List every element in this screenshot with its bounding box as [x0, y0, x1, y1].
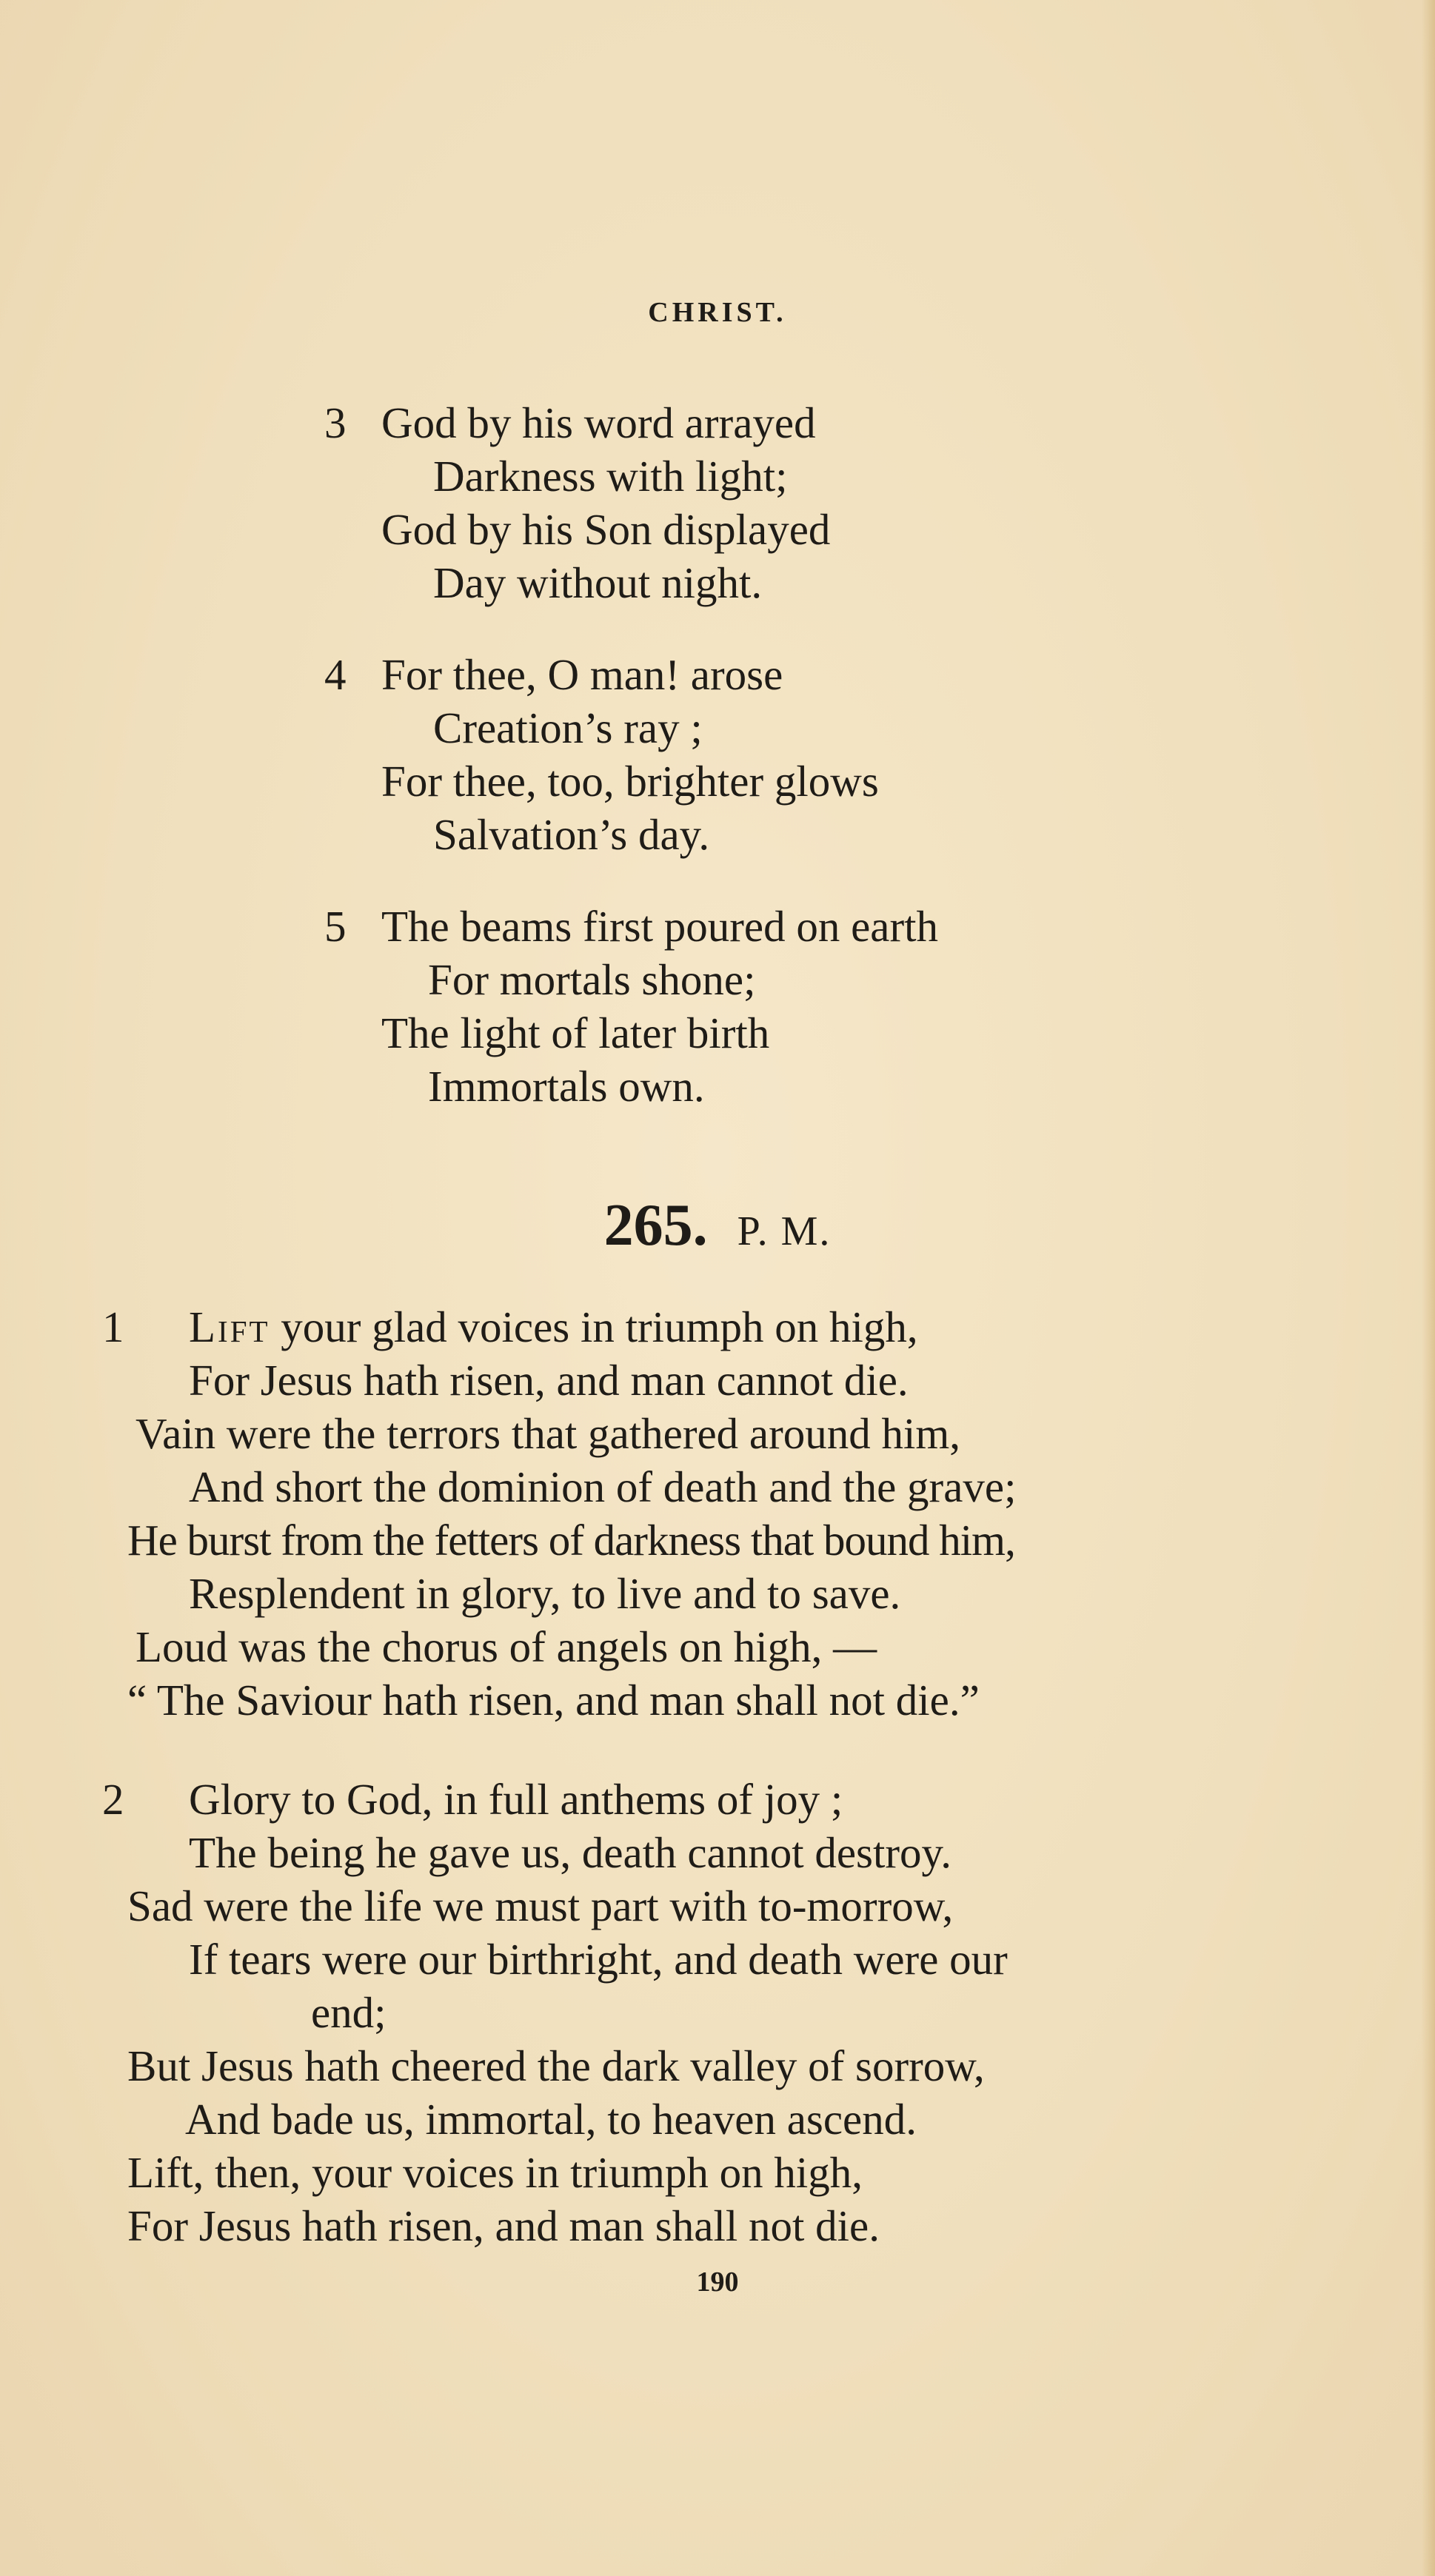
verse-line: Glory to God, in full anthems of joy ; [189, 1775, 843, 1824]
verse-line: God by his word arrayed [381, 398, 816, 447]
verse-line: The light of later birth [381, 1008, 770, 1057]
verse-line: Loud was the chorus of angels on high, — [136, 1622, 877, 1671]
verse-line: Day without night. [433, 558, 763, 607]
verse-line: The being he gave us, death cannot destroy. [189, 1828, 951, 1877]
verse-line: Darkness with light; [433, 452, 788, 501]
hymn-number: 265. [603, 1193, 708, 1258]
verse-line [189, 1300, 918, 1354]
verse-line: “ The Saviour hath risen, and man shall not die.” [127, 1676, 980, 1724]
verse-line: And bade us, immortal, to heaven ascend. [185, 2095, 917, 2144]
first-word: Lift [189, 1302, 270, 1351]
verse-line: Resplendent in glory, to live and to save. [189, 1569, 901, 1618]
verse-line: Salvation’s day. [433, 810, 710, 859]
page-number: 190 [696, 2266, 739, 2298]
verse-line: If tears were our birthright, and death were our [189, 1935, 1008, 1984]
stanza-number: 2 [102, 1775, 124, 1824]
verse-line: For Jesus hath risen, and man cannot die. [189, 1356, 909, 1405]
stanza-number: 3 [324, 398, 347, 447]
verse-line: The beams first poured on earth [381, 902, 938, 951]
verse-line: Immortals own. [428, 1062, 705, 1111]
hymn-meter: P. M. [737, 1208, 832, 1254]
verse-line: end; [311, 1988, 387, 2037]
page-edge-shading [1422, 0, 1435, 2576]
first-line-rest: your glad voices in triumph on high, [270, 1302, 918, 1351]
verse-line: For mortals shone; [428, 955, 756, 1004]
verse-line: For thee, O man! arose [381, 650, 783, 699]
stanza-number: 5 [324, 902, 347, 951]
verse-line: Vain were the terrors that gathered around him, [136, 1409, 961, 1458]
running-header: CHRIST. [648, 297, 787, 328]
verse-line: God by his Son displayed [381, 505, 831, 554]
verse-line: Lift, then, your voices in triumph on high, [127, 2148, 863, 2197]
hymn-heading [0, 1192, 1435, 1259]
verse-line: He burst from the fetters of darkness that bound him, [127, 1516, 1015, 1565]
verse-line: For Jesus hath risen, and man shall not die. [127, 2201, 880, 2250]
stanza-number: 1 [102, 1302, 124, 1351]
verse-line: But Jesus hath cheered the dark valley of sorrow, [127, 2041, 985, 2090]
stanza-number: 4 [324, 650, 347, 699]
verse-line: And short the dominion of death and the grave; [189, 1462, 1017, 1511]
verse-line: Creation’s ray ; [433, 703, 703, 752]
verse-line: Sad were the life we must part with to-morrow, [127, 1881, 954, 1930]
verse-line: For thee, too, brighter glows [381, 757, 879, 806]
